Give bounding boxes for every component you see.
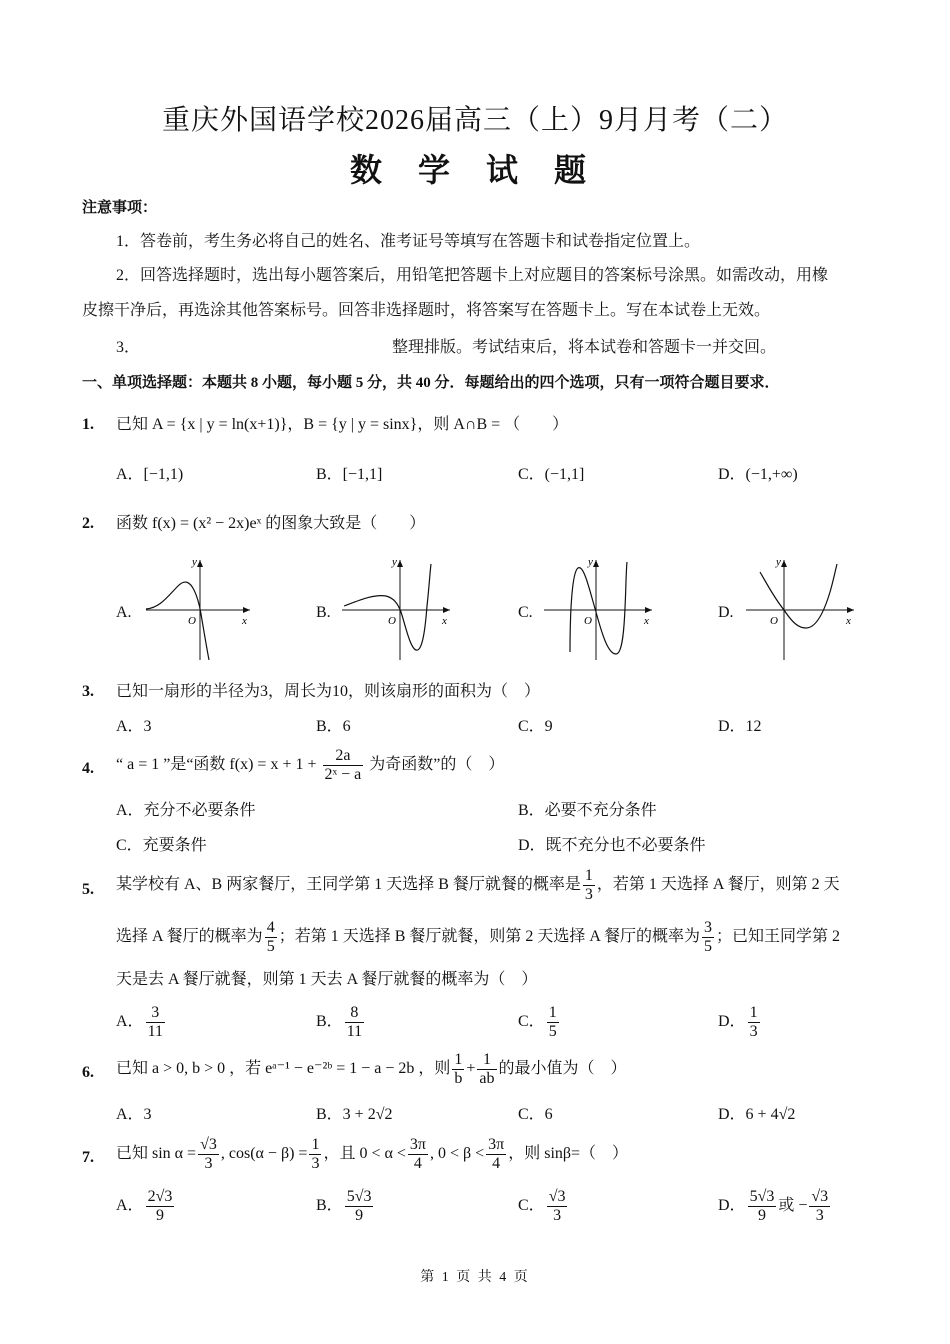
y-axis-label: y	[776, 556, 781, 568]
fraction-denominator: 5	[704, 937, 713, 955]
fraction	[486, 1136, 506, 1173]
stem-part: “ a = 1 ”是“函数 f(x) = x + 1 +	[116, 756, 317, 773]
option-b: B．必要不充分条件	[518, 802, 657, 819]
fraction-numerator: 1	[311, 1135, 320, 1153]
option-d	[718, 1186, 832, 1226]
fraction	[323, 747, 364, 784]
fraction	[345, 1188, 374, 1225]
x-axis-label: x	[644, 615, 649, 627]
fraction-denominator: 3	[584, 885, 593, 903]
x-arrow-icon	[443, 607, 450, 613]
question-number: 1.	[82, 416, 94, 433]
stem-part: , cos(α − β) =	[220, 1145, 308, 1162]
stem-part: 选择 A 餐厅的概率为	[116, 928, 263, 945]
option-connector: 或 −	[778, 1197, 808, 1214]
y-arrow-icon	[397, 560, 403, 567]
fraction	[198, 1136, 219, 1173]
option-label: B．	[316, 1013, 343, 1030]
fraction-denominator: 3	[815, 1206, 824, 1224]
stem-part: ，则 sinβ=（ ）	[508, 1145, 629, 1162]
stem-part: ；已知王同学第 2	[716, 928, 841, 945]
notice-item-1: 1．答卷前，考生务必将自己的姓名、准考证号等填写在答题卡和试卷指定位置上。	[116, 233, 701, 250]
option-a: A．充分不必要条件	[116, 802, 256, 819]
option-label: B．	[316, 1197, 343, 1214]
option-d: D．12	[718, 718, 762, 735]
x-axis-label: x	[846, 615, 851, 627]
fraction-numerator: 1	[477, 1051, 496, 1070]
option-d: D．(−1,+∞)	[718, 466, 798, 483]
fraction-denominator: 4	[492, 1154, 501, 1172]
y-arrow-icon	[197, 560, 203, 567]
graph-option-b	[338, 552, 458, 664]
origin-label: O	[584, 615, 592, 627]
question-number: 7.	[82, 1149, 94, 1166]
y-arrow-icon	[781, 560, 787, 567]
fraction-numerator: 1	[584, 866, 593, 884]
stem-part: 已知 sin α =	[116, 1145, 197, 1162]
fraction	[809, 1188, 830, 1225]
question-stem	[116, 1134, 628, 1174]
option-d: D.	[718, 604, 734, 621]
option-c: C．9	[518, 718, 553, 735]
fraction-denominator: 3	[204, 1154, 213, 1172]
option-c: C．6	[518, 1106, 553, 1123]
stem-part: , 0 < β <	[429, 1145, 485, 1162]
graph-option-c	[540, 552, 660, 664]
fraction	[452, 1051, 464, 1088]
fraction-numerator: 1	[548, 1003, 557, 1021]
graph-option-d	[742, 552, 862, 664]
fraction-numerator: √3	[548, 1187, 566, 1205]
fraction-denominator: 4	[413, 1154, 422, 1172]
x-arrow-icon	[847, 607, 854, 613]
x-arrow-icon	[243, 607, 250, 613]
x-axis-label: x	[242, 615, 247, 627]
option-label: D．	[718, 1013, 746, 1030]
y-axis-label: y	[588, 556, 593, 568]
option-b	[316, 1002, 366, 1042]
option-label: C．	[518, 1013, 545, 1030]
fraction-numerator: 2a	[323, 747, 364, 766]
fraction-numerator: 1	[454, 1050, 463, 1068]
option-c: C．充要条件	[116, 837, 207, 854]
question-number: 2.	[82, 515, 94, 532]
y-arrow-icon	[593, 560, 599, 567]
notice-item-2: 2．回答选择题时，选出每小题答案后，用铅笔把答题卡上对应题目的答案标号涂黑。如需改动，用橡	[116, 267, 829, 284]
option-a	[116, 1002, 167, 1042]
section-heading: 一、单项选择题：本题共 8 小题，每小题 5 分，共 40 分．每题给出的四个选项，只有一项符合题目要求．	[82, 375, 780, 391]
question-stem	[116, 1049, 627, 1089]
option-a: A．[−1,1)	[116, 466, 184, 483]
question-stem	[116, 745, 504, 785]
option-label: D．	[718, 1197, 746, 1214]
origin-label: O	[770, 615, 778, 627]
option-c	[518, 1186, 569, 1226]
fraction	[477, 1051, 496, 1088]
stem-part: 已知 a > 0, b > 0 ，若 eᵃ⁻¹ − e⁻²ᵇ = 1 − a − 2b ，则	[116, 1060, 451, 1077]
origin-label: O	[388, 615, 396, 627]
origin-label: O	[188, 615, 196, 627]
y-axis-label: y	[392, 556, 397, 568]
option-d: D．既不充分也不必要条件	[518, 837, 706, 854]
fraction-denominator: 5	[266, 937, 275, 955]
plus-sign: +	[466, 1060, 476, 1077]
option-label: C．	[518, 1197, 545, 1214]
fraction-denominator: 9	[155, 1206, 164, 1224]
option-label: A．	[116, 1197, 144, 1214]
fraction-denominator: 2ˣ − a	[324, 765, 362, 783]
fraction-numerator: 3	[704, 918, 713, 936]
fraction	[146, 1188, 175, 1225]
option-label: A．	[116, 1013, 144, 1030]
fraction-denominator: ab	[479, 1069, 495, 1087]
fraction	[408, 1136, 428, 1173]
stem-part: ，若第 1 天选择 A 餐厅，则第 2 天	[596, 876, 840, 893]
notice-item-2-cont: 皮擦干净后，再选涂其他答案标号。回答非选择题时，将答案写在答题卡上。写在本试卷上无效。	[82, 302, 771, 319]
page-footer: 第 1 页 共 4 页	[420, 1270, 530, 1285]
question-stem-line-1	[116, 865, 840, 905]
fraction-denominator: 3	[749, 1022, 758, 1040]
fraction-denominator: 3	[311, 1154, 320, 1172]
fraction	[547, 1004, 559, 1041]
fraction-numerator: 4	[266, 918, 275, 936]
question-stem: 已知 A = {x | y = ln(x+1)}，B = {y | y = sinx}，则 A∩B = （ ）	[116, 416, 569, 433]
graph-option-a	[138, 552, 258, 664]
option-c: C.	[518, 604, 533, 621]
option-b: B．[−1,1]	[316, 466, 383, 483]
question-number: 5.	[82, 881, 94, 898]
fraction-denominator: 9	[757, 1206, 766, 1224]
x-axis-label: x	[442, 615, 447, 627]
fraction-denominator: 3	[553, 1206, 562, 1224]
fraction	[702, 919, 714, 956]
fraction-numerator: 1	[749, 1003, 758, 1021]
question-number: 6.	[82, 1064, 94, 1081]
notice-item-3-text: 整理排版。考试结束后，将本试卷和答题卡一并交回。	[392, 339, 777, 356]
option-d: D．6 + 4√2	[718, 1106, 796, 1123]
notice-item-3-num: 3．	[116, 339, 141, 356]
fraction	[583, 867, 595, 904]
option-d	[718, 1002, 762, 1042]
fraction-numerator: 2√3	[147, 1187, 173, 1205]
page-subtitle: 数 学 试 题	[349, 152, 600, 188]
stem-part: 某学校有 A、B 两家餐厅，王同学第 1 天选择 B 餐厅就餐的概率是	[116, 876, 581, 893]
fraction-denominator: 9	[355, 1206, 364, 1224]
fraction	[748, 1188, 777, 1225]
option-b: B．6	[316, 718, 351, 735]
x-arrow-icon	[645, 607, 652, 613]
option-b: B．3 + 2√2	[316, 1106, 393, 1123]
option-a: A.	[116, 604, 132, 621]
fraction-denominator: 5	[548, 1022, 557, 1040]
stem-part: ，且 0 < α <	[323, 1145, 406, 1162]
curve-c	[570, 562, 627, 654]
curve-b	[344, 564, 431, 650]
fraction-numerator: 3π	[488, 1135, 505, 1153]
stem-part: 的最小值为（ ）	[498, 1060, 627, 1077]
fraction-denominator: 11	[346, 1022, 363, 1040]
fraction	[146, 1004, 165, 1041]
question-stem-line-3: 天是去 A 餐厅就餐，则第 1 天去 A 餐厅就餐的概率为（ ）	[116, 971, 538, 988]
option-b: B.	[316, 604, 331, 621]
fraction-denominator: 11	[147, 1022, 163, 1040]
option-a	[116, 1186, 176, 1226]
option-a: A．3	[116, 1106, 152, 1123]
question-number: 4.	[82, 760, 94, 777]
option-c: C．(−1,1]	[518, 466, 585, 483]
fraction-numerator: √3	[200, 1135, 217, 1153]
fraction	[265, 919, 277, 956]
fraction	[748, 1004, 760, 1041]
fraction-numerator: 5√3	[346, 1187, 372, 1205]
y-axis-label: y	[192, 556, 197, 568]
option-b	[316, 1186, 375, 1226]
fraction-numerator: 8	[345, 1004, 364, 1023]
question-stem: 已知一扇形的半径为3，周长为10，则该扇形的面积为（ ）	[116, 683, 541, 700]
fraction-numerator: 3	[146, 1004, 165, 1023]
notice-heading: 注意事项：	[82, 200, 158, 216]
fraction-numerator: √3	[811, 1187, 829, 1205]
question-stem-line-2	[116, 917, 840, 957]
stem-part: ；若第 1 天选择 B 餐厅就餐，则第 2 天选择 A 餐厅的概率为	[278, 928, 701, 945]
stem-part: 为奇函数”的（ ）	[369, 756, 505, 773]
option-c	[518, 1002, 561, 1042]
fraction-numerator: 3π	[409, 1135, 426, 1153]
fraction-numerator: 5√3	[749, 1187, 775, 1205]
fraction-denominator: b	[454, 1069, 463, 1087]
page-title: 重庆外国语学校2026届高三（上）9月月考（二）	[161, 105, 788, 136]
question-number: 3.	[82, 683, 94, 700]
question-stem: 函数 f(x) = (x² − 2x)eˣ 的图象大致是（ ）	[116, 515, 426, 532]
fraction	[547, 1188, 568, 1225]
fraction	[345, 1004, 364, 1041]
option-a: A．3	[116, 718, 152, 735]
fraction	[309, 1136, 321, 1173]
